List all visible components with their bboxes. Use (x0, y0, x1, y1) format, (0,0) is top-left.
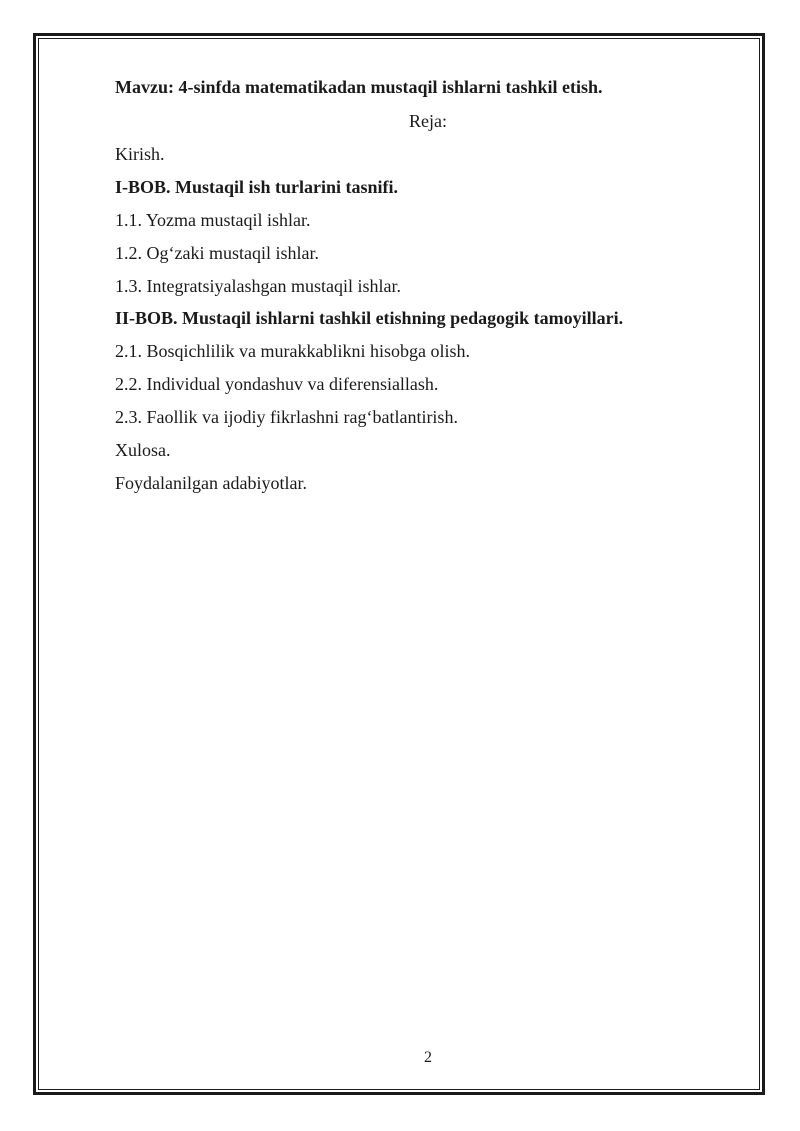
plan-item-conclusion: Xulosa. (115, 440, 171, 460)
plan-item-references: Foydalanilgan adabiyotlar. (115, 473, 307, 493)
plan-item-2-3: 2.3. Faollik va ijodiy fikrlashni rag‘batlantirish. (115, 407, 458, 427)
plan-item-2-2: 2.2. Individual yondashuv va diferensiallash. (115, 374, 439, 394)
plan-heading: Reja: (409, 111, 447, 131)
plan-item-1-1: 1.1. Yozma mustaqil ishlar. (115, 210, 311, 230)
plan-item-introduction: Kirish. (115, 144, 165, 164)
plan-item-1-3: 1.3. Integratsiyalashgan mustaqil ishlar. (115, 276, 401, 296)
document-title: Mavzu: 4-sinfda matematikadan mustaqil ishlarni tashkil etish. (115, 77, 603, 97)
plan-item-chapter-2: II-BOB. Mustaqil ishlarni tashkil etishning pedagogik tamoyillari. (115, 308, 624, 328)
plan-item-2-1: 2.1. Bosqichlilik va murakkablikni hisobga olish. (115, 341, 470, 361)
page-number: 2 (424, 1049, 432, 1066)
plan-item-1-2: 1.2. Og‘zaki mustaqil ishlar. (115, 243, 319, 263)
plan-item-chapter-1: I-BOB. Mustaqil ish turlarini tasnifi. (115, 177, 399, 197)
